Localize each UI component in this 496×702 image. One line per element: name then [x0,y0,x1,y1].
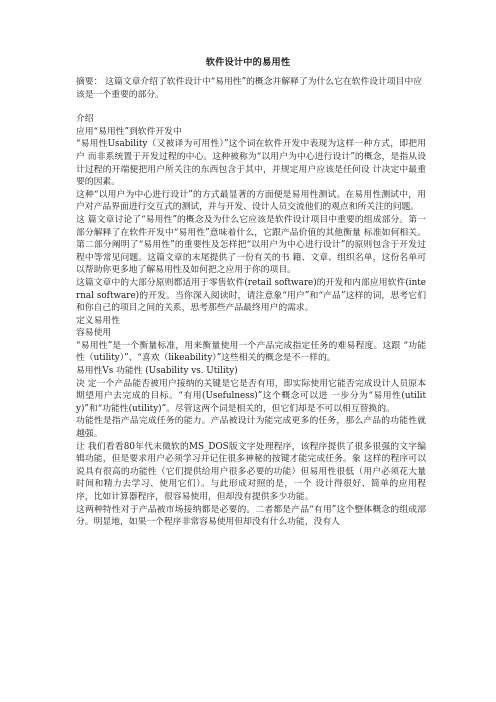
paragraph: 决 定一个产品能否被用户接纳的关键是它是否有用，即实际使用它能否完成设计人员原本期望用户去完成的目标。“有用(Usefulness)”这个概念可以进 一步分为“易用性(utility)”和“功能性(utility)”。尽管这两个词是相关的，但它们却是不可以相互替换的。 [76,378,426,414]
subheading-usability-vs-utility: 易用性Vs 功能性 (Usability vs. Utility) [76,366,238,377]
heading-define-usability: 定义易用性 [76,315,120,326]
document-title: 软件设计中的易用性 [205,57,291,68]
subheading-apply-usability: 应用“易用性”到软件开发中 [76,126,182,137]
paragraph: 这篇文章中的大部分原则都适用于零售软件(retail software)的开发和内部应用软件(internal software)的开发。当你深入阅读时，请注意象“用户”和“产品”这样的词，思考它们和你自己的项目之间的关系，思考那些产品最终用户的需求。 [76,277,426,314]
paragraph: 这种“以用户为中心进行设计”的方式最显著的方面便是易用性测试。在易用性测试中，用户对产品界面进行交互式的测试，并与开发、设计人员交流他们的观点和所关注的问题。 [76,189,426,213]
paragraph: 让 我们看看80年代末微软的MS_DOS版文字处理程序，该程序提供了很多很强的文字编辑功能，但是要求用户必须学习并记住很多神秘的按键才能完成任务。象 这样的程序可以说具有很高的功能性（它们提供给用户很多必要的功能）但易用性很低（用户必须花大量时间和精力去学习、使用它们）。与此形成对照的是，一个 设计得很好、简单的应用程序，比如计算器程序，很容易使用，但却没有提供多少功能。 [76,441,426,502]
heading-introduction: 介绍 [76,114,94,125]
paragraph: 功能性是指产品完成任务的能力。产品被设计为能完成更多的任务，那么产品的功能性就越强。 [76,416,426,440]
document-body [76,76,426,529]
paragraph: 这 篇文章讨论了“易用性”的概念及为什么它应该是软件设计项目中重要的组成部分。第一部分解释了在软件开发中“易用性”意味着什么，它跟产品价值的其他衡量 标准如何相关。第二部分阐明了“易用性”的重要性及怎样把“以用户为中心进行设计”的原则包含于开发过程中等常见问题。这篇文章的末尾提供了一份有关的书 籍、文章、组织名单，这份名单可以帮助你更多地了解易用性及如何把之应用于你的项目。 [76,214,426,276]
paragraph: 这两种特性对于产品被市场接纳都是必要的。二者都是产品“有用”这个整体概念的组成部分。明显地，如果一个程序非常容易使用但却没有什么功能，没有人 [76,504,426,528]
paragraph: “易用性”是一个衡量标准，用来衡量使用一个产品完成指定任务的难易程度。这跟 “功能性（utility）”、“喜欢（likeability）”这些相关的概念是不一样的。 [76,340,426,364]
paragraph: “易用性Usability（又被译为可用性）”这个词在软件开发中表现为这样一种方式，即把用户 而非系统置于开发过程的中心。这种被称为“以用户为中心进行设计”的概念，是指从设计过程的开端便把用户所关注的东西包含于其中，并规定用户应该是任何设 计决定中最重要的因素。 [76,139,426,188]
subheading-easy-to-use: 容易使用 [76,328,112,339]
abstract: 摘要： 这篇文章介绍了软件设计中“易用性”的概念并解释了为什么它在软件设计项目中应该是一个重要的部分。 [76,77,423,100]
